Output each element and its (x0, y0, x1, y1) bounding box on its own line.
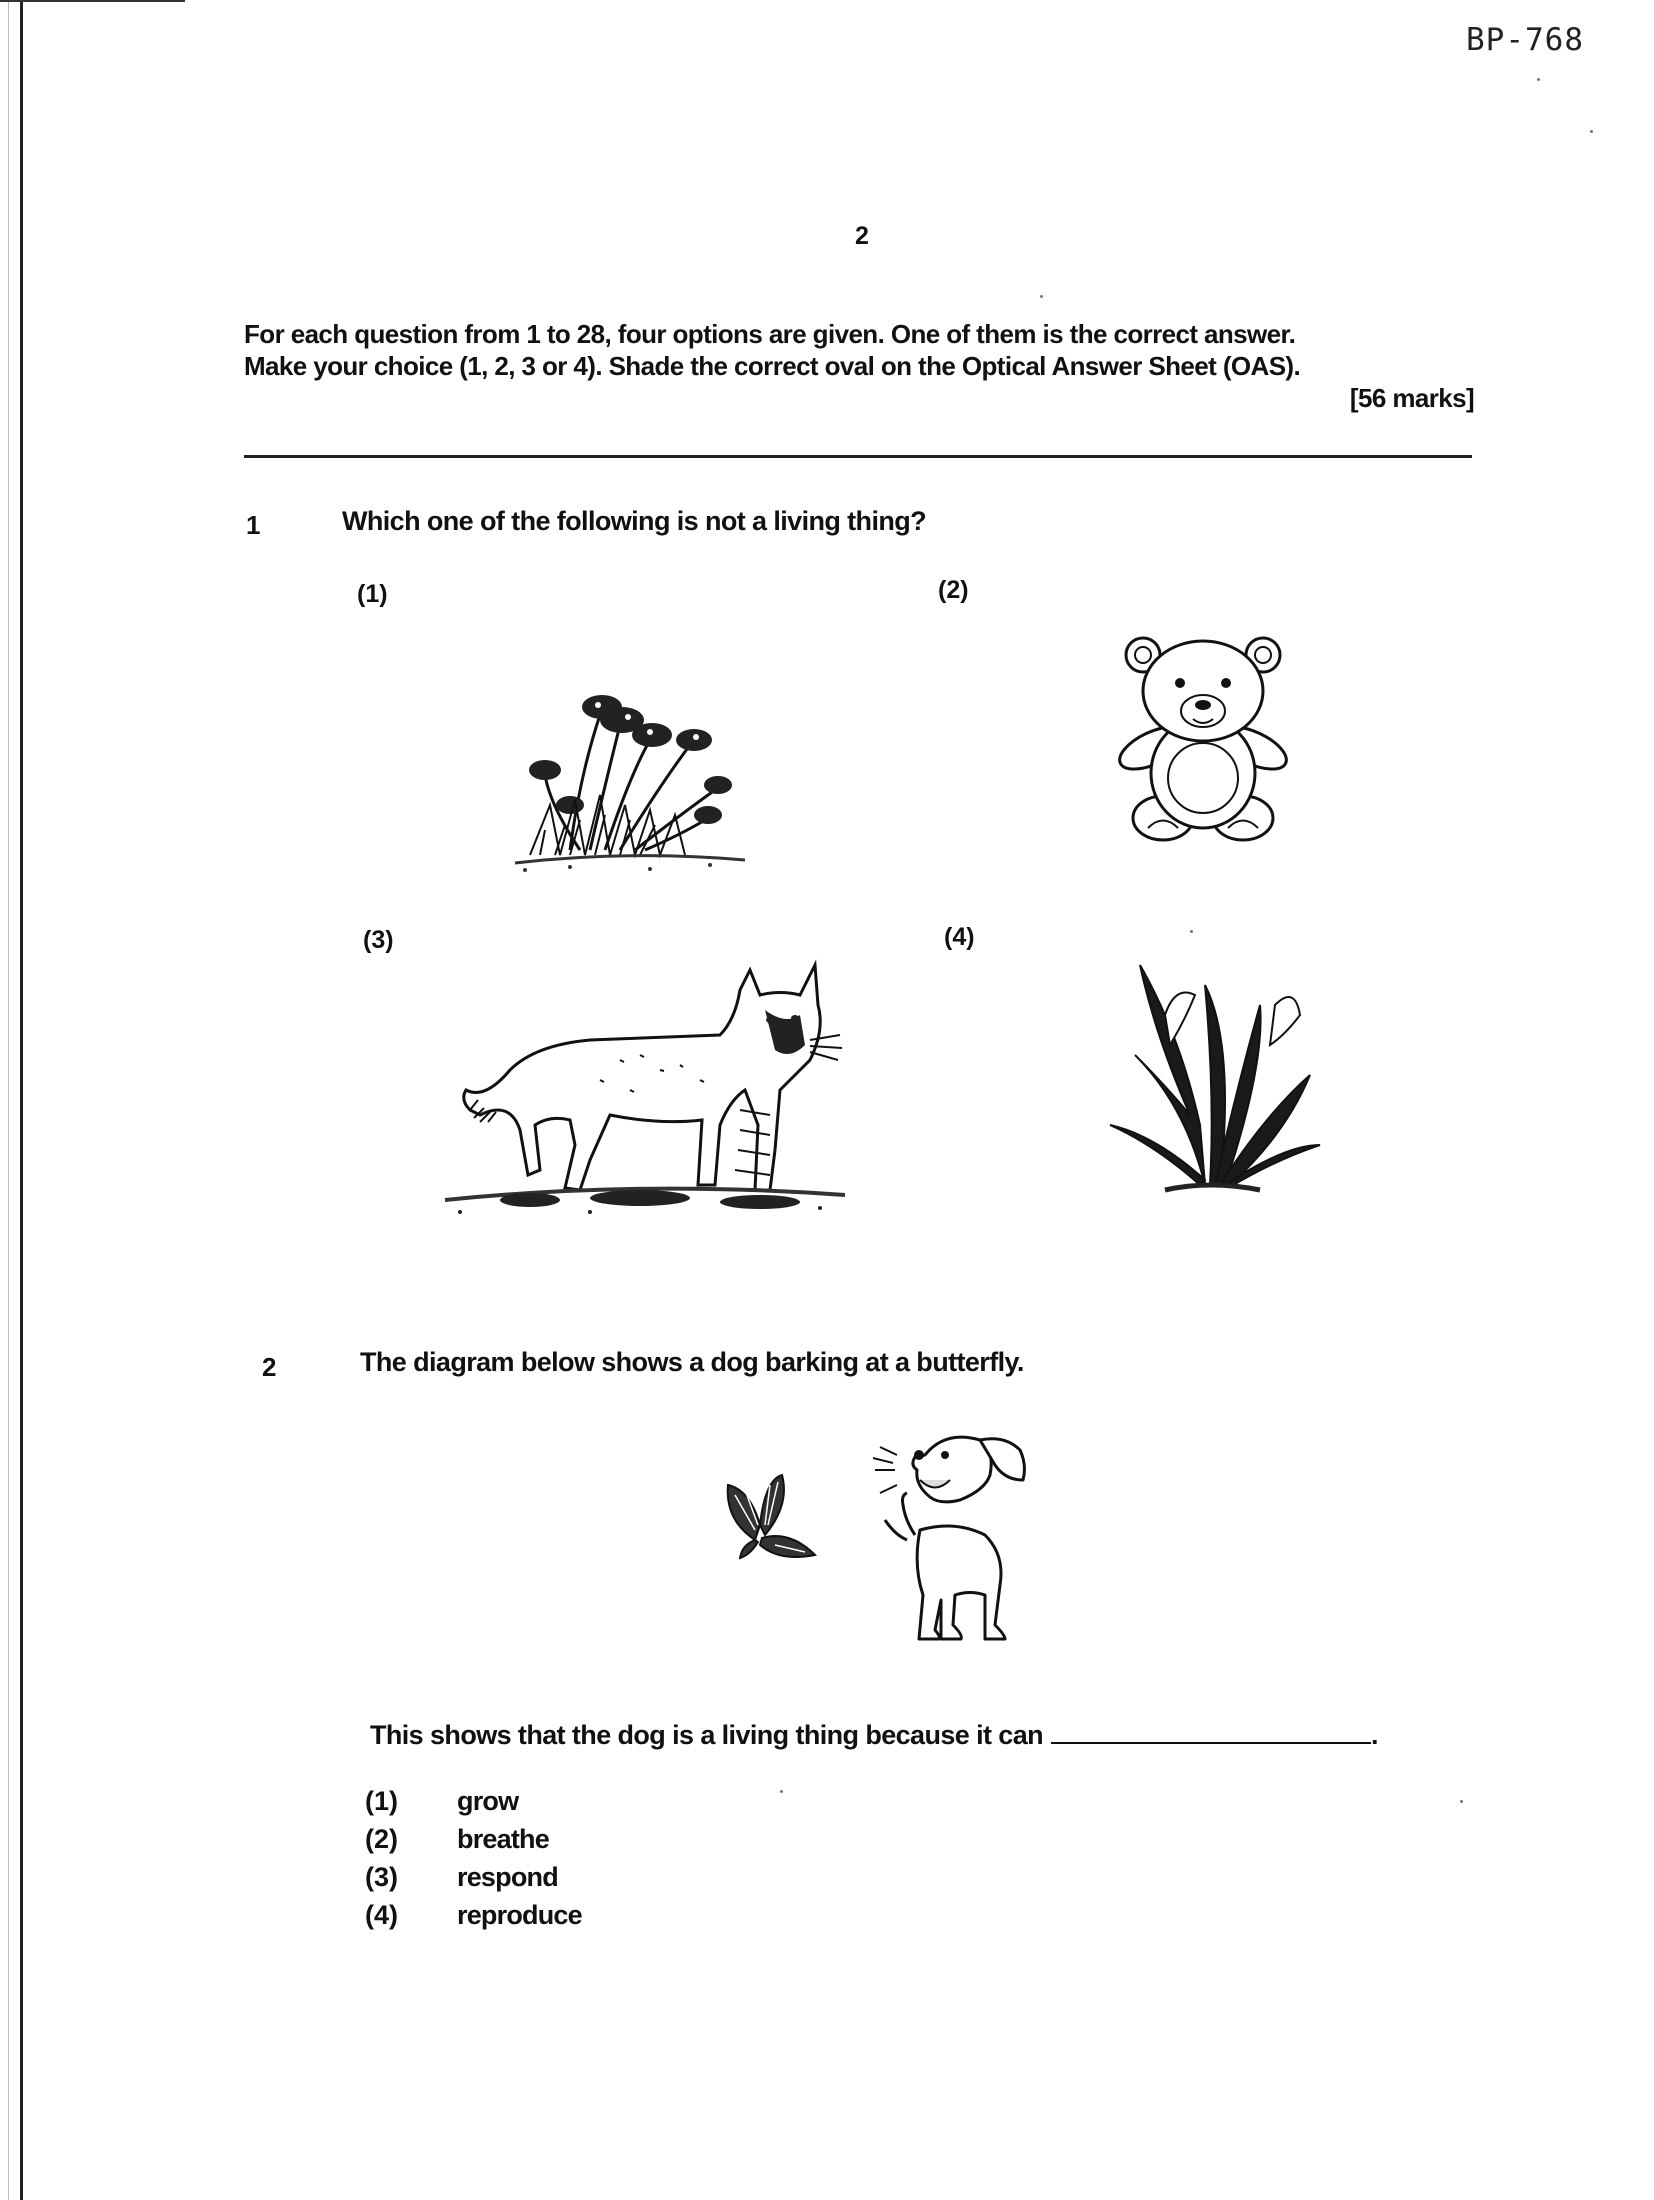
answer-option-text: respond (457, 1861, 558, 1892)
answer-option (365, 1896, 582, 1934)
paper-code: BP-768 (1466, 22, 1584, 58)
question-2-answers (365, 1782, 582, 1934)
instructions (244, 318, 1474, 414)
total-marks: [56 marks] (1349, 383, 1474, 413)
answer-option (365, 1858, 582, 1896)
scan-speck (780, 1790, 783, 1793)
question-2-stem-text: This shows that the dog is a living thing because it can (370, 1720, 1044, 1750)
answer-option (365, 1782, 582, 1820)
question-2-text: The diagram below shows a dog barking at a butterfly. (360, 1347, 1024, 1377)
scan-speck (1190, 930, 1193, 933)
q1-option-3-label: (3) (363, 926, 394, 954)
answer-option-number: (2) (365, 1823, 398, 1854)
scan-speck (1537, 78, 1540, 81)
answer-option-text: breathe (457, 1823, 549, 1854)
answer-blank (1051, 1718, 1371, 1744)
scan-edge (0, 0, 24, 2200)
question-2-number: 2 (262, 1352, 277, 1382)
question-1-text: Which one of the following is not a living thing? (342, 506, 927, 536)
question-1-number: 1 (246, 510, 261, 540)
plant-icon (1095, 945, 1325, 1200)
teddy-bear-icon (1108, 633, 1298, 848)
answer-option-text: grow (457, 1785, 519, 1816)
scan-top-bar (0, 0, 185, 2)
instructions-line-1: For each question from 1 to 28, four options are given. One of them is the correct answer. (244, 319, 1296, 349)
question-2-stem-end: . (1371, 1720, 1378, 1750)
answer-option-text: reproduce (457, 1899, 582, 1930)
scan-speck (1460, 1800, 1463, 1803)
q1-option-4-label: (4) (944, 923, 975, 951)
answer-option-number: (3) (365, 1861, 398, 1892)
q1-option-2-label: (2) (938, 576, 969, 604)
divider-rule (244, 455, 1472, 458)
mushrooms-icon (510, 655, 750, 885)
dog-icon (845, 1425, 1045, 1650)
scan-speck (1040, 295, 1043, 298)
butterfly-icon (720, 1470, 820, 1565)
page-number: 2 (855, 222, 869, 250)
answer-option-number: (1) (365, 1785, 398, 1816)
answer-option-number: (4) (365, 1899, 398, 1930)
cat-icon (440, 950, 850, 1225)
scan-speck (1590, 130, 1593, 133)
answer-option (365, 1820, 582, 1858)
q1-option-1-label: (1) (357, 580, 388, 608)
instructions-line-2: Make your choice (1, 2, 3 or 4). Shade the correct oval on the Optical Answer Sheet (OAS). (244, 351, 1301, 381)
question-2-stem (370, 1718, 1378, 1751)
